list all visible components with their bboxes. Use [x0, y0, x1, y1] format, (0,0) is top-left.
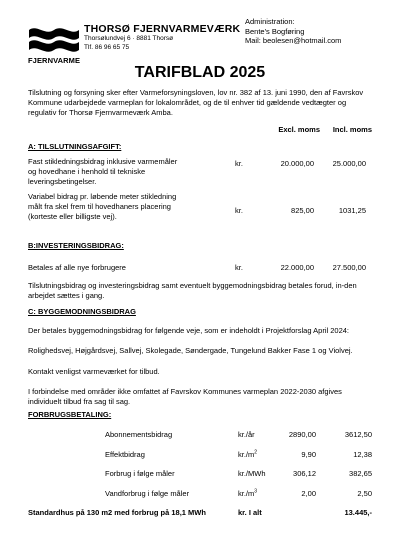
forbrug-row-2-incl: 12,38 — [353, 450, 372, 459]
forbrug-row-1-label: Abonnementsbidrag — [105, 430, 173, 439]
section-c-heading: C: BYGGEMODNINGSBIDRAG — [28, 307, 136, 316]
forbrug-row-4-unit: $kr./m^3$ — [238, 488, 258, 498]
admin-name: Bente's Bogføring — [245, 26, 305, 36]
row-a1-excl: 20.000,00 — [280, 159, 314, 168]
row-a2-incl: 1031,25 — [338, 206, 366, 215]
section-a-heading: A: TILSLUTNINGSAFGIFT: — [28, 142, 122, 151]
row-b-incl: 27.500,00 — [332, 263, 366, 272]
standard-house-label: Standardhus på 130 m2 med forbrug på 18,1 MWh — [28, 508, 206, 517]
forbrug-row-3-label: Forbrug i følge måler — [105, 469, 175, 478]
standard-house-unit: kr. I alt — [238, 508, 262, 517]
row-a1-unit: kr. — [235, 159, 243, 168]
forbrug-row-3-unit: kr./MWh — [238, 469, 266, 478]
forbrug-heading: FORBRUGSBETALING: — [28, 410, 112, 419]
forbrug-row-3-excl: 306,12 — [293, 469, 316, 478]
section-c-p3: Kontakt venligst varmeværket for tilbud. — [28, 367, 160, 376]
row-a1-incl: 25.000,00 — [332, 159, 366, 168]
forbrug-row-4-label: Vandforbrug i følge måler — [105, 489, 190, 498]
row-a2-label: Variabel bidrag pr. løbende meter stikledning målt fra skel frem til hovedhaners placering (korteste eller billigste vej). — [28, 192, 177, 221]
forbrug-row-1-excl: 2890,00 — [288, 430, 316, 439]
row-b-unit: kr. — [235, 263, 243, 272]
forbrug-row-2-unit: $kr./m^2$ — [238, 449, 258, 459]
admin-block — [245, 17, 341, 46]
standard-house-total: 13.445,- — [344, 508, 372, 517]
section-c-p1: Der betales byggemodningsbidrag for følgende veje, som er indeholdt i Projektforslag April 2024: — [28, 326, 350, 335]
section-c-p2: Rolighedsvej, Højgårdsvej, Sallvej, Skolegade, Søndergade, Tungelund Bakker Fase 1 og Violvej. — [28, 346, 353, 355]
col-incl-moms: Incl. moms — [332, 125, 372, 134]
forbrug-row-4-incl: 2,50 — [357, 489, 372, 498]
admin-label: Administration: — [245, 17, 295, 26]
forbrug-row-1-incl: 3612,50 — [344, 430, 372, 439]
page-title: TARIFBLAD 2025 — [134, 64, 266, 81]
row-a1-label: Fast stikledningsbidrag inklusive varmemåler og hovedhane i henhold til tekniske leveringsbetingelser. — [28, 157, 178, 186]
company-phone: Tlf. 86 96 65 75 — [84, 44, 130, 51]
row-b-label: Betales af alle nye forbrugere — [28, 263, 126, 272]
forbrug-row-1-unit: kr./år — [238, 430, 255, 439]
admin-email: Mail: beolesen@hotmail.com — [245, 36, 342, 45]
company-address: Thorsølundvej 6 · 8881 Thorsø — [84, 35, 174, 42]
section-b-heading: B:INVESTERINGSBIDRAG: — [28, 241, 124, 250]
logo-text: FJERNVARME — [28, 56, 81, 65]
row-a2-excl: 825,00 — [291, 206, 314, 215]
forbrug-row-3-incl: 382,65 — [349, 469, 372, 478]
col-excl-moms: Excl. moms — [278, 125, 320, 134]
forbrug-row-4-excl: 2,00 — [301, 489, 316, 498]
wave-logo-icon — [27, 26, 81, 54]
row-a2-unit: kr. — [235, 206, 243, 215]
forbrug-row-2-excl: 9,90 — [301, 450, 316, 459]
row-b-excl: 22.000,00 — [280, 263, 314, 272]
company-address-block — [84, 34, 173, 52]
intro-paragraph: Tilslutning og forsyning sker efter Varmeforsyningsloven, lov nr. 382 af 13. juni 1990, den af Favrskov Kommune udarbejdede varmeplan for lokalområdet, og de til enhver tid gældende vedtægter og regulativ for Thorsø Fjernvarmeværk Amba. — [28, 88, 364, 117]
section-c-p4: I forbindelse med områder ikke omfattet af Favrskov Kommunes varmeplan 2022-2030 afgives individuelt tilbud fra sag til sag. — [28, 387, 342, 406]
company-name: THORSØ FJERNVARMEVÆRK — [84, 23, 241, 35]
forbrug-row-2-label: Effektbidrag — [105, 450, 145, 459]
section-b-note: Tilslutningsbidrag og investeringsbidrag samt eventuelt byggemodningsbidrag betales forud, in-den arbejdet sættes i gang. — [28, 281, 357, 300]
